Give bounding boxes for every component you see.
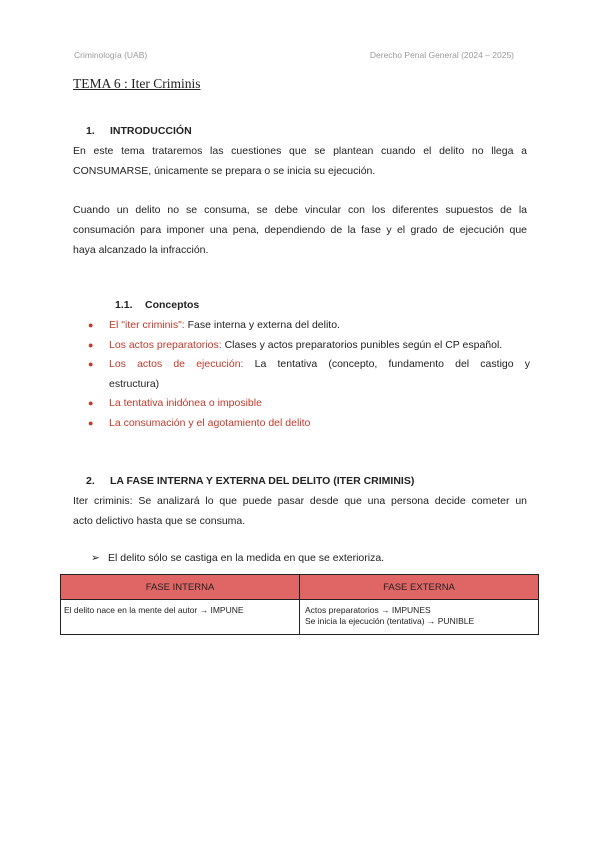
intro-p2-line-2: consumación para imponer una pena, dependiendo de la fase y el grado de ejecución que — [73, 224, 527, 236]
table-header-external: FASE EXTERNA — [300, 575, 539, 600]
concept-term: La tentativa inidónea o imposible — [109, 397, 262, 410]
section-1-1-number: 1.1. — [115, 299, 133, 311]
phases-table — [60, 574, 539, 635]
concept-term: Los actos preparatorios: — [109, 338, 222, 351]
arrow-bullet-item — [91, 552, 384, 564]
list-item — [88, 414, 530, 434]
external-line-1: Actos preparatorios → IMPUNES — [305, 605, 431, 615]
bullet-icon: ● — [88, 320, 94, 330]
arrow-bullet-text: El delito sólo se castiga en la medida en que se exterioriza. — [108, 552, 385, 564]
list-item — [88, 355, 530, 394]
intro-paragraph-2 — [73, 200, 527, 260]
list-item — [88, 394, 530, 414]
intro-paragraph-1 — [73, 141, 527, 181]
concept-term: La consumación y el agotamiento del delito — [109, 416, 311, 429]
table-cell-internal: El delito nace en la mente del autor → IMPUNE — [61, 600, 300, 635]
table-header-row — [61, 575, 539, 600]
concept-desc: Fase interna y externa del delito. — [184, 319, 340, 331]
intro-p1-line-2: CONSUMARSE, únicamente se prepara o se inicia su ejecución. — [73, 165, 376, 177]
header-subject: Derecho Penal General (2024 – 2025) — [369, 50, 514, 60]
bullet-icon: ● — [88, 339, 94, 350]
section-1-1-heading — [115, 299, 199, 311]
iter-criminis-paragraph — [73, 491, 527, 531]
section-1-title: INTRODUCCIÓN — [110, 125, 192, 137]
concept-line — [109, 355, 530, 375]
table-cell-external — [300, 600, 539, 635]
section-1-heading — [86, 125, 192, 137]
list-item — [88, 336, 530, 356]
concepts-list — [88, 316, 530, 434]
bullet-icon: ● — [88, 417, 94, 428]
concept-term: El "iter criminis": — [109, 319, 185, 331]
external-line-2: Se inicia la ejecución (tentativa) → PUNIBLE — [305, 616, 475, 626]
section-2-title: LA FASE INTERNA Y EXTERNA DEL DELITO (ITER CRIMINIS) — [110, 475, 415, 487]
section-1-number: 1. — [86, 125, 95, 137]
intro-p2-line-3: haya alcanzado la infracción. — [73, 244, 209, 256]
bullet-icon: ● — [88, 359, 94, 370]
iter-p-line-2: acto delictivo hasta que se consuma. — [73, 515, 246, 527]
section-1-1-title: Conceptos — [145, 299, 200, 311]
page-title: TEMA 6 : Iter Criminis — [73, 76, 201, 91]
table-header-internal: FASE INTERNA — [61, 575, 300, 600]
arrow-bullet-icon: ➢ — [91, 552, 100, 564]
table-row — [61, 600, 539, 635]
section-2-heading — [86, 475, 414, 487]
concept-desc-continued: estructura) — [109, 377, 160, 390]
concept-desc: Clases y actos preparatorios punibles según el CP español. — [221, 338, 503, 351]
iter-p-line-1: Iter criminis: Se analizará lo que puede pasar desde que una persona decide cometer un — [73, 495, 527, 507]
bullet-icon: ● — [88, 398, 94, 409]
intro-p2-line-1: Cuando un delito no se consuma, se debe vincular con los diferentes supuestos de la — [73, 204, 527, 216]
concept-desc: La tentativa (concepto, fundamento del castigo y — [243, 358, 530, 371]
intro-p1-line-1: En este tema trataremos las cuestiones que se plantean cuando el delito no llega a — [73, 145, 527, 157]
list-item — [88, 316, 530, 336]
concept-term: Los actos de ejecución: — [109, 358, 244, 371]
section-2-number: 2. — [86, 475, 95, 487]
header-course: Criminología (UAB) — [74, 50, 148, 60]
